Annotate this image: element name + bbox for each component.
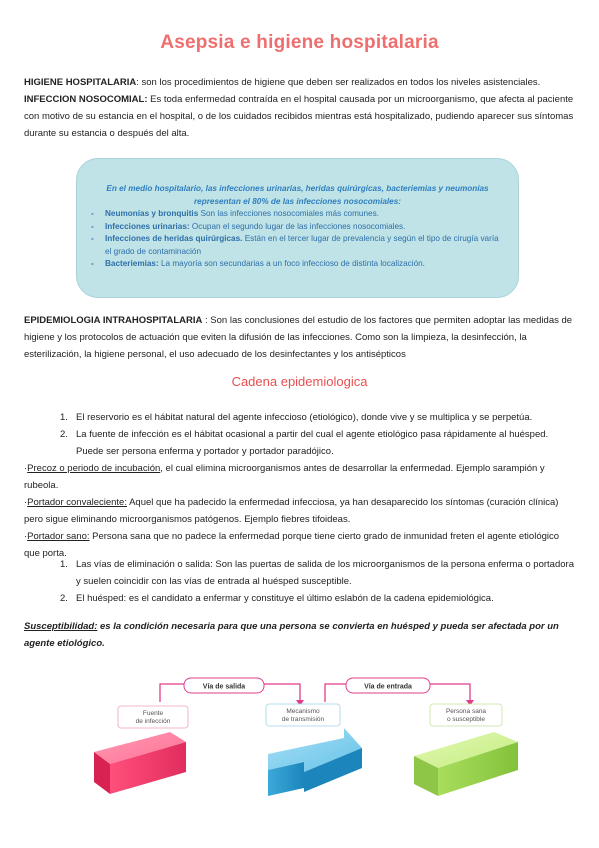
salida-connector <box>160 678 304 706</box>
carrier-note <box>24 460 576 494</box>
epidemiology-text: : Son las conclusiones del estudio de los factores que permiten adoptar las medidas de higiene y los protocolos de actuación que eviten la difusión de las infecciones. Como son la limpieza, la desinfección, la esterilización, la higiene personal, el uso adecuado de los desinfectantes y los antisépticos <box>24 315 573 360</box>
persona-block <box>414 704 518 796</box>
susceptibility-text: es la condición necesaria para que una persona se convierta en huésped y pueda ser afectada por un agente etiológico. <box>24 621 559 649</box>
higiene-definition: : son los procedimientos de higiene que deben ser realizados en todos los niveles asistenciales. <box>136 77 541 88</box>
epidemiological-chain-diagram <box>0 672 599 812</box>
carrier-term: Portador sano: <box>27 531 90 542</box>
callout-item <box>91 258 504 271</box>
cadena-list-1 <box>60 409 576 460</box>
list-number: 2. <box>60 429 68 440</box>
mecanismo-arrow <box>266 704 362 796</box>
callout-intro: En el medio hospitalario, las infecciones urinarias, heridas quirúrgicas, bacteriemias y neumonías representan el 80% de las infecciones nosocomiales: <box>106 184 489 206</box>
persona-label-line1: Persona sana <box>445 708 487 715</box>
carrier-text: Aquel que ha padecido la enfermedad infecciosa, ya han desaparecido los síntomas (curación clínica) pero sigue eliminando microorganismos patógenos. Ejemplo fiebres tifoideas. <box>24 497 559 525</box>
callout-item-text: La mayoría son secundarias a un foco infeccioso de distinta localización. <box>158 259 425 268</box>
carrier-term: Portador convaleciente: <box>27 497 127 508</box>
epidemiology-term: EPIDEMIOLOGIA INTRAHOSPITALARIA <box>24 315 203 326</box>
entrada-label: Vía de entrada <box>364 683 412 691</box>
carrier-note <box>24 494 576 528</box>
list-item-text: El huésped: es el candidato a enfermar y constituye el último eslabón de la cadena epidemiológica. <box>76 593 494 604</box>
callout-item <box>91 233 504 258</box>
higiene-term: HIGIENE HOSPITALARIA <box>24 77 137 88</box>
callout-item <box>91 221 504 234</box>
entrada-connector <box>325 678 474 706</box>
susceptibility-term: Susceptibilidad: <box>24 621 98 632</box>
callout-item-term: Infecciones de heridas quirúrgicas. <box>105 234 243 243</box>
callout-item-text: Son las infecciones nosocomiales más comunes. <box>198 209 379 218</box>
bullet-dash: - <box>91 221 94 231</box>
salida-label: Vía de salida <box>202 683 246 691</box>
document-title: Asepsia e higiene hospitalaria <box>160 32 439 53</box>
susceptibility-paragraph <box>24 618 576 652</box>
bullet: · <box>24 531 28 542</box>
list-item-text: Las vías de eliminación o salida: Son las puertas de salida de los microorganismos de la persona enferma o portadora y suelen coincidir con las vías de entrada al huésped susceptible. <box>76 559 574 587</box>
list-item <box>60 556 576 590</box>
list-item <box>60 426 576 460</box>
epidemiology-paragraph <box>24 312 576 363</box>
infeccion-term: INFECCION NOSOCOMIAL: <box>24 94 148 105</box>
carrier-types <box>24 460 576 562</box>
list-number: 2. <box>60 593 68 604</box>
fuente-label-line1: Fuente <box>142 710 164 717</box>
callout-item-term: Bacteriemias: <box>105 259 159 268</box>
infeccion-definition: Es toda enfermedad contraída en el hospital causada por un microorganismo, que afecta al paciente con motivo de su estancia en el hospital, o de los cuidados recibidos mientras está hospitalizado, pudiendo aparecer sus síntomas durante su estancia o después del alta. <box>24 94 574 139</box>
mecanismo-label-line1: Mecanismo <box>286 708 320 715</box>
callout-item <box>91 208 504 221</box>
section-title-cadena: Cadena epidemiologica <box>231 374 368 389</box>
callout-item-text: Ocupan el segundo lugar de las infecciones nosocomiales. <box>189 221 406 231</box>
fuente-block <box>94 706 188 794</box>
mecanismo-label-line2: de transmisión <box>281 716 325 723</box>
carrier-text: , el cual elimina microorganismos antes de desarrollar la enfermedad. Ejemplo sarampión y rubeola. <box>24 463 545 491</box>
nosocomial-infections-callout <box>76 158 519 298</box>
carrier-term: Precoz o periodo de incubación <box>27 463 161 474</box>
bullet-dash: - <box>91 259 94 268</box>
definitions-paragraph <box>24 74 576 142</box>
callout-item-term: Infecciones urinarias: <box>105 221 190 231</box>
list-number: 1. <box>60 412 68 423</box>
list-item <box>60 590 576 607</box>
bullet: · <box>24 497 28 508</box>
callout-item-term: Neumonías y bronquitis <box>105 209 199 218</box>
persona-label-line2: o susceptible <box>447 716 485 723</box>
fuente-label-line2: de infección <box>135 718 171 725</box>
bullet-dash: - <box>91 234 94 243</box>
callout-item-text: Están en el tercer lugar de prevalencia y según el tipo de cirugía varía el grado de contaminación <box>105 234 499 256</box>
list-item-text: El reservorio es el hábitat natural del agente infeccioso (etiológico), donde vive y se multiplica y se perpetúa. <box>76 412 533 423</box>
bullet: · <box>24 463 28 474</box>
cadena-list-2 <box>60 556 576 607</box>
list-item-text: La fuente de infección es el hábitat ocasional a partir del cual el agente etiológico pasa rápidamente al huésped. Puede ser persona enferma y portador y portador paradójico. <box>76 429 549 457</box>
bullet-dash: - <box>91 209 94 218</box>
list-number: 1. <box>60 559 68 570</box>
carrier-text: Persona sana que no padece la enfermedad porque tiene cierto grado de inmunidad freten el agente etiológico que porta. <box>24 531 560 559</box>
list-item <box>60 409 576 426</box>
